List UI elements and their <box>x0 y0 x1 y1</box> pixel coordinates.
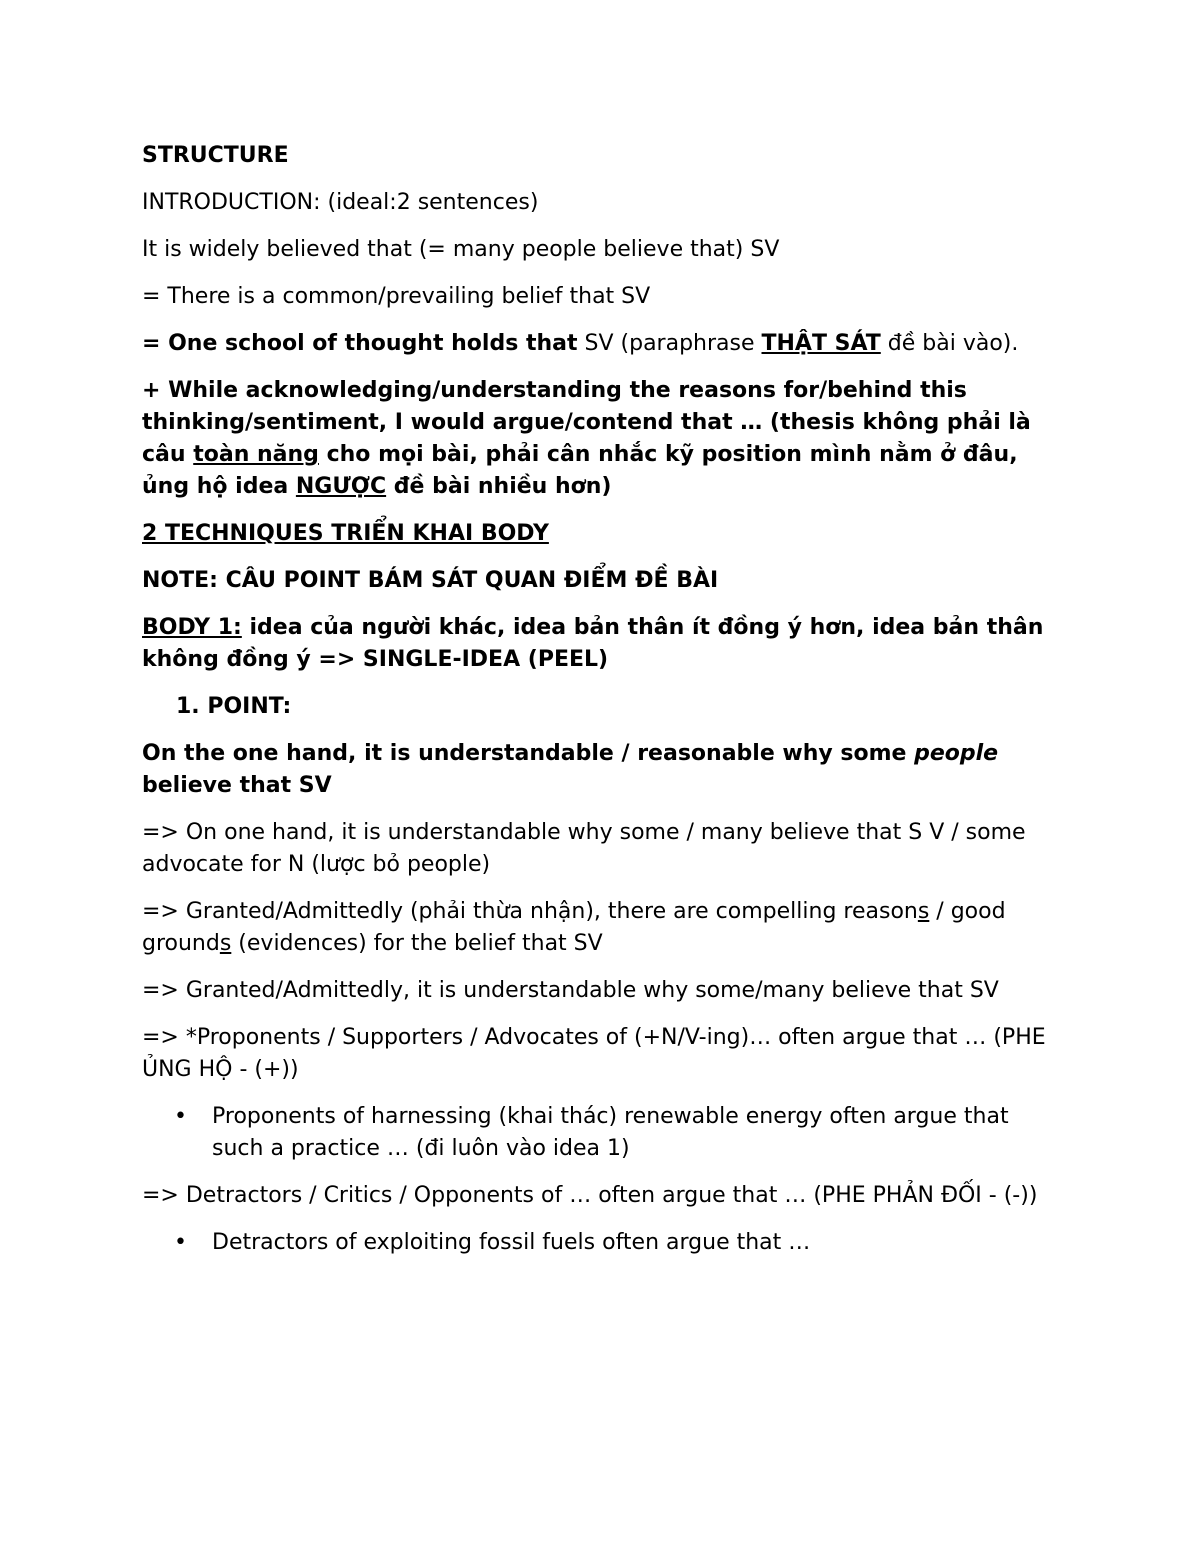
variant-2-underline-2: s <box>219 931 232 956</box>
intro-line-3-end: đề bài vào). <box>880 331 1019 356</box>
point-italic: people <box>914 741 999 766</box>
intro-line-2: = There is a common/prevailing belief that SV <box>142 284 651 309</box>
bullet-text-2: Detractors of exploiting fossil fuels often argue that … <box>212 1230 811 1255</box>
bullet-icon: • <box>174 1104 187 1129</box>
point-text-b: believe that SV <box>142 773 332 798</box>
variant-3: => Granted/Admittedly, it is understandable why some/many believe that SV <box>142 978 999 1003</box>
note-line: NOTE: CÂU POINT BÁM SÁT QUAN ĐIỂM ĐỀ BÀI <box>142 568 719 593</box>
thesis-underline-1: toàn năng <box>193 442 319 467</box>
document-body <box>142 140 1062 1274</box>
intro-label: INTRODUCTION: (ideal:2 sentences) <box>142 190 539 215</box>
variant-1: => On one hand, it is understandable why some / many believe that S V / some advocate for N (lược bỏ people) <box>142 820 1026 877</box>
variant-2 <box>142 896 1062 960</box>
thesis-text-c: đề bài nhiều hơn) <box>386 474 612 499</box>
intro-line-3-underline: THẬT SÁT <box>761 331 881 356</box>
intro-line-1: It is widely believed that (= many people believe that) SV <box>142 237 780 262</box>
variant-2-text-b: / good ground <box>142 899 1006 956</box>
thesis-paragraph <box>142 375 1062 503</box>
intro-line-3-bold: = One school of thought holds that <box>142 331 578 356</box>
variant-4: => *Proponents / Supporters / Advocates of (+N/V-ing)… often argue that … (PHE ỦNG HỘ - (+)) <box>142 1025 1046 1082</box>
body-1-label: BODY 1: <box>142 615 242 640</box>
thesis-underline-2: NGƯỢC <box>295 474 387 499</box>
variant-2-underline-1: s <box>917 899 930 924</box>
intro-line-3-text: SV (paraphrase <box>577 331 762 356</box>
techniques-heading: 2 TECHNIQUES TRIỂN KHAI BODY <box>142 521 549 546</box>
body-1-text: idea của người khác, idea bản thân ít đồng ý hơn, idea bản thân không đồng ý => SINGLE-IDEA (PEEL) <box>142 615 1044 672</box>
variant-2-text-a: => Granted/Admittedly (phải thừa nhận), there are compelling reason <box>142 899 918 924</box>
body-1-paragraph <box>142 612 1062 676</box>
list-item <box>142 1101 1062 1165</box>
variant-2-text-c: (evidences) for the belief that SV <box>231 931 603 956</box>
page-title: STRUCTURE <box>142 143 289 168</box>
intro-line-3 <box>142 328 1062 360</box>
thesis-text-b: cho mọi bài, phải cân nhắc kỹ position mình nằm ở đâu, ủng hộ idea <box>142 442 1018 499</box>
point-heading: 1. POINT: <box>176 694 292 719</box>
bullet-text-1: Proponents of harnessing (khai thác) renewable energy often argue that such a practice … (đi luôn vào idea 1) <box>212 1104 1009 1161</box>
thesis-text-a: + While acknowledging/understanding the reasons for/behind this thinking/sentiment, I would argue/contend that … (thesis không phải là câu <box>142 378 1031 467</box>
point-sentence <box>142 738 1062 802</box>
bullet-icon: • <box>174 1230 187 1255</box>
point-text-a: On the one hand, it is understandable / reasonable why some <box>142 741 915 766</box>
list-item <box>142 1227 1062 1259</box>
variant-5: => Detractors / Critics / Opponents of … often argue that … (PHE PHẢN ĐỐI - (-)) <box>142 1183 1038 1208</box>
